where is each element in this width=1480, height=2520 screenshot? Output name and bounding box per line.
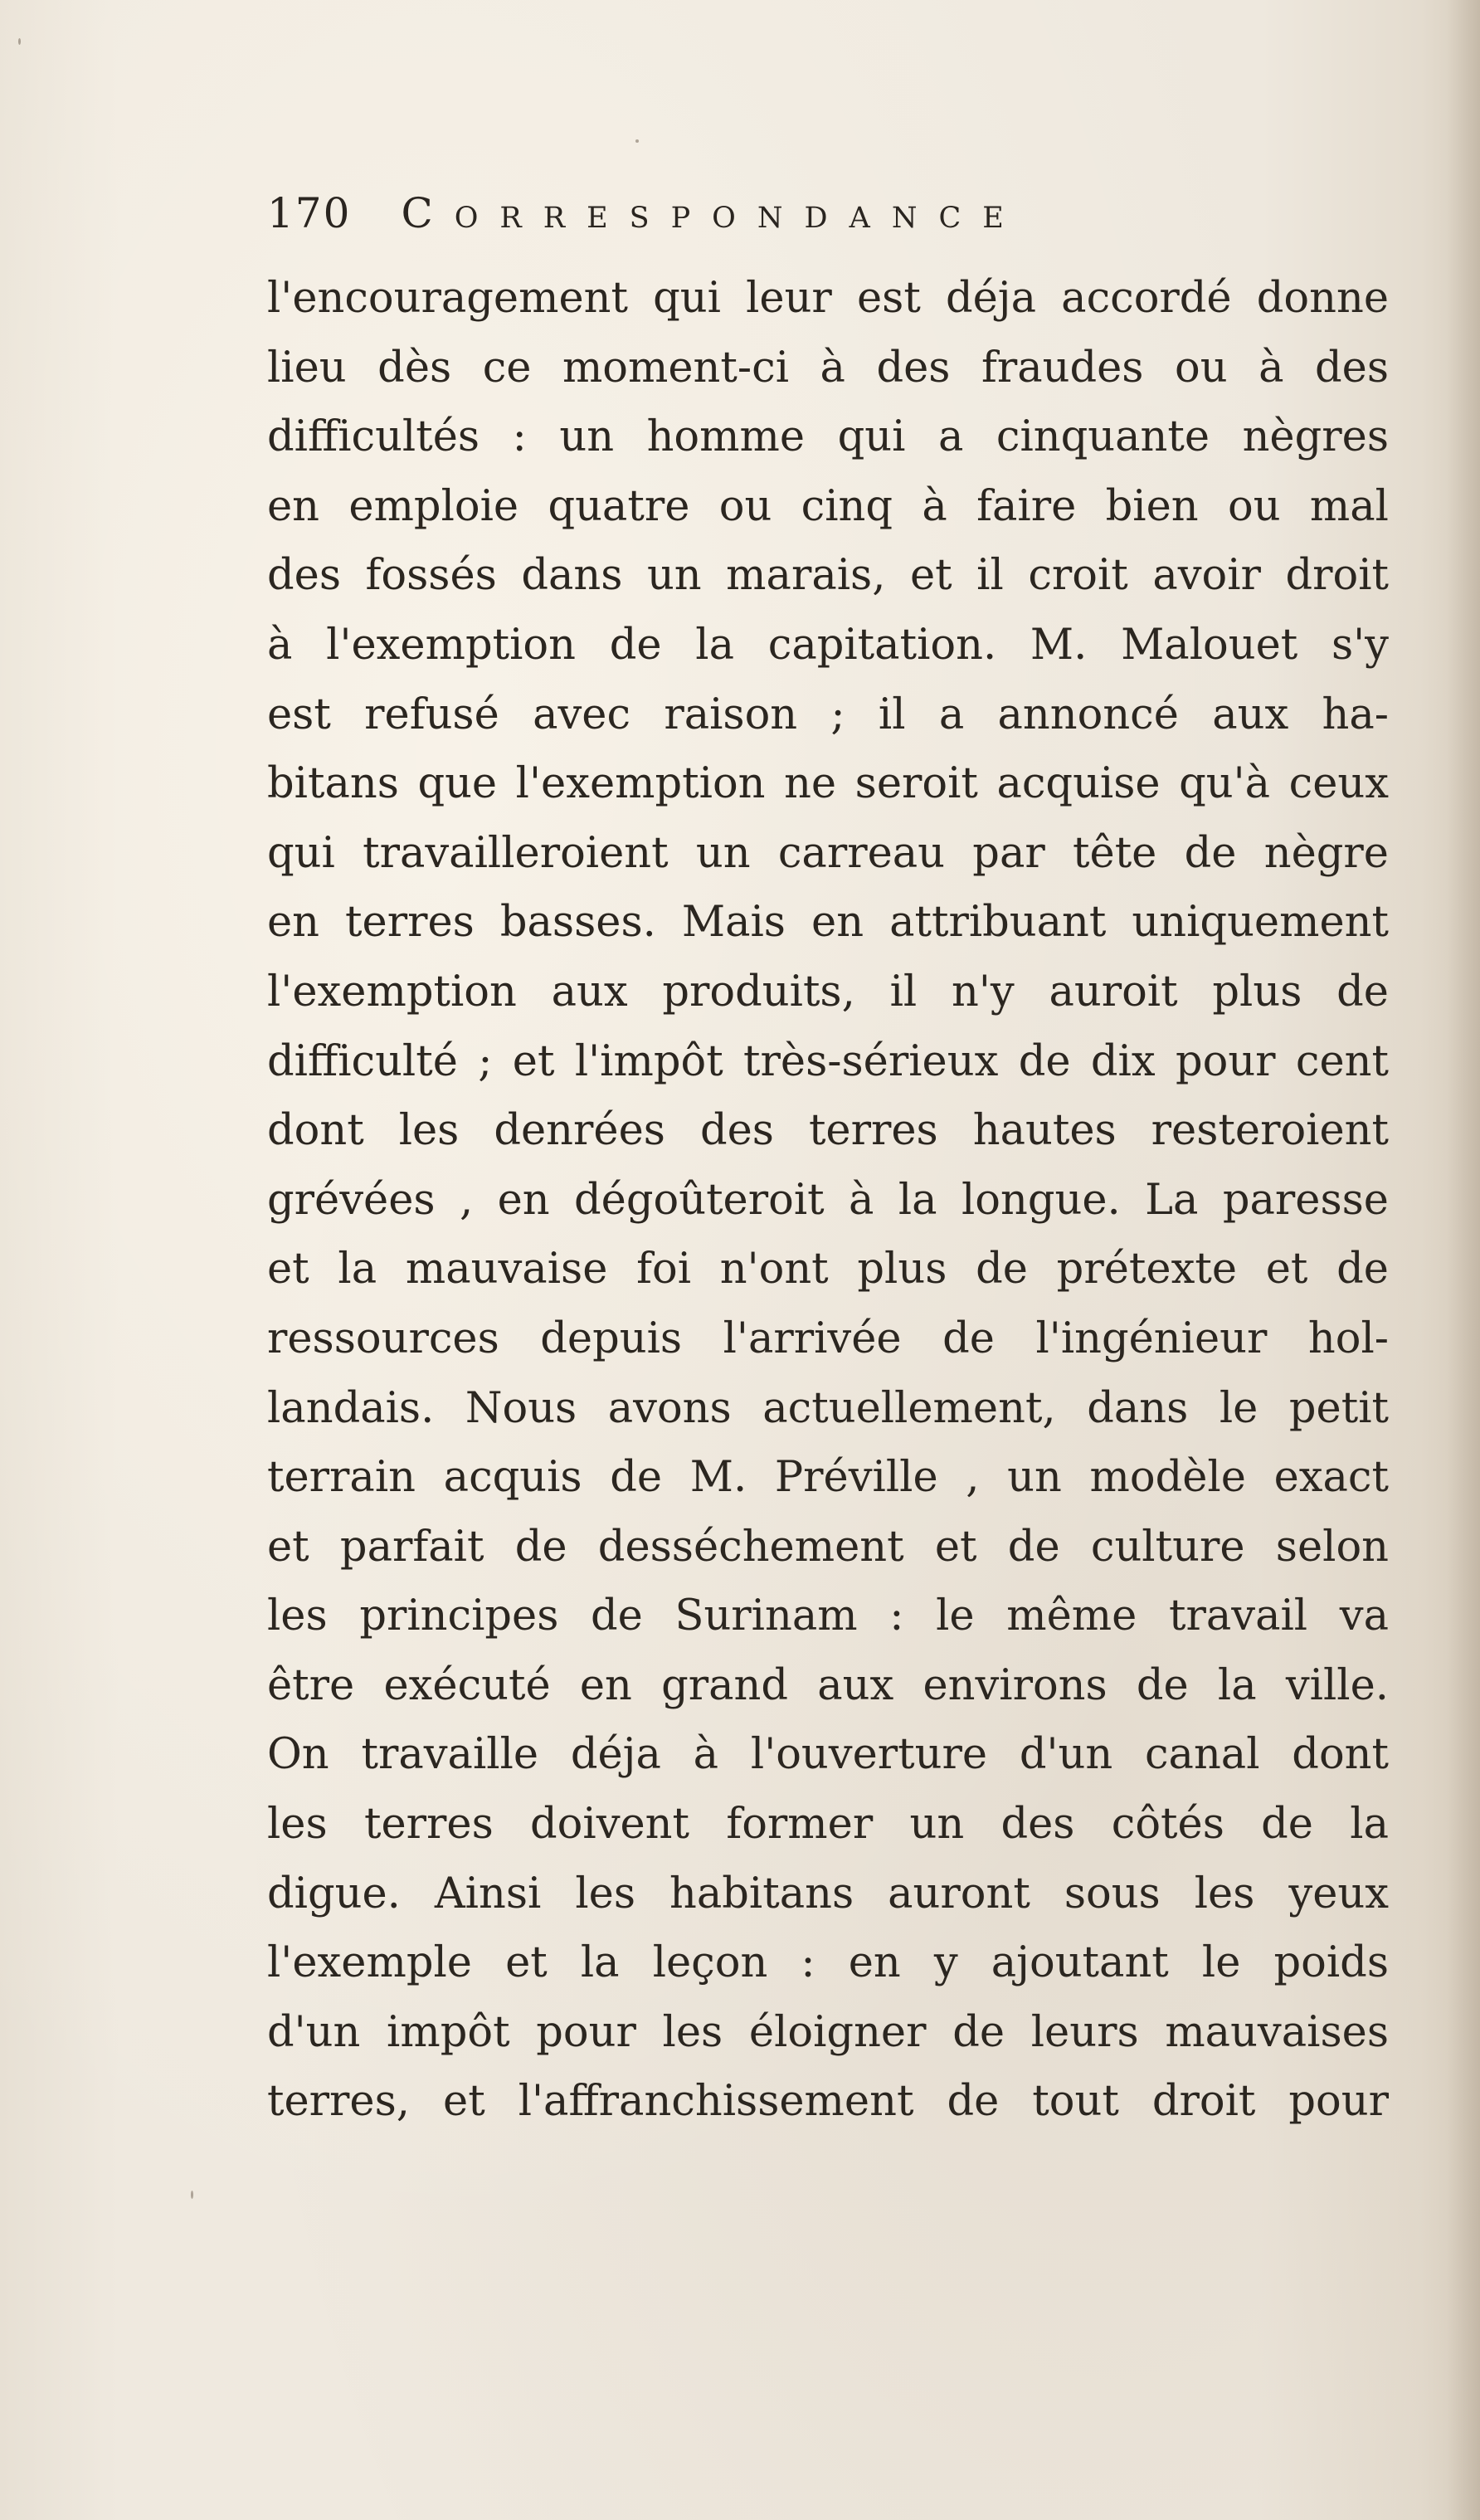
text-line: grévées , en dégoûteroit à la longue. La paresse bbox=[267, 1175, 1389, 1225]
text-line: à l'exemption de la capitation. M. Malouet s'y bbox=[267, 620, 1389, 670]
text-line: les terres doivent former un des côtés de la bbox=[267, 1800, 1389, 1850]
page-number: 170 bbox=[267, 189, 352, 237]
running-title: Correspondance bbox=[401, 189, 1025, 237]
text-line: difficultés : un homme qui a cinquante nègres bbox=[267, 412, 1389, 462]
text-line: en emploie quatre ou cinq à faire bien ou mal bbox=[267, 481, 1389, 531]
page-header bbox=[267, 189, 1263, 256]
text-line: être exécuté en grand aux environs de la ville. bbox=[267, 1660, 1389, 1710]
text-line: difficulté ; et l'impôt très-sérieux de dix pour cent bbox=[267, 1036, 1389, 1086]
text-line: d'un impôt pour les éloigner de leurs mauvaises bbox=[267, 2007, 1389, 2057]
text-line: l'exemple et la leçon : en y ajoutant le poids bbox=[267, 1938, 1389, 1988]
text-line: bitans que l'exemption ne seroit acquise qu'à ceux bbox=[267, 759, 1389, 809]
text-line: en terres basses. Mais en attribuant uniquement bbox=[267, 898, 1389, 948]
text-line: On travaille déja à l'ouverture d'un canal dont bbox=[267, 1730, 1389, 1780]
text-line: les principes de Surinam : le même travail va bbox=[267, 1591, 1389, 1641]
text-line: digue. Ainsi les habitans auront sous les yeux bbox=[267, 1869, 1389, 1918]
text-line: l'encouragement qui leur est déja accordé donne bbox=[267, 274, 1389, 323]
page-edge-shadow bbox=[1447, 0, 1480, 2520]
text-line: landais. Nous avons actuellement, dans le petit bbox=[267, 1383, 1389, 1433]
text-line: terres, et l'affranchissement de tout droit pour bbox=[267, 2077, 1389, 2127]
text-line: qui travailleroient un carreau par tête de nègre bbox=[267, 828, 1389, 878]
body-text bbox=[267, 264, 1389, 2137]
text-line: des fossés dans un marais, et il croit avoir droit bbox=[267, 551, 1389, 601]
text-line: ressources depuis l'arrivée de l'ingénieur hol- bbox=[267, 1314, 1389, 1363]
text-line: est refusé avec raison ; il a annoncé aux ha- bbox=[267, 690, 1389, 739]
text-line: et la mauvaise foi n'ont plus de prétexte et de bbox=[267, 1245, 1389, 1294]
text-line: l'exemption aux produits, il n'y auroit plus de bbox=[267, 967, 1389, 1016]
text-line: et parfait de desséchement et de culture selon bbox=[267, 1522, 1389, 1572]
paper-speck bbox=[191, 2191, 193, 2199]
text-line: terrain acquis de M. Préville , un modèle exact bbox=[267, 1453, 1389, 1503]
paper-speck bbox=[635, 139, 639, 143]
paper-speck bbox=[18, 38, 21, 45]
text-line: lieu dès ce moment-ci à des fraudes ou à des bbox=[267, 343, 1389, 392]
text-line: dont les denrées des terres hautes resteroient bbox=[267, 1106, 1389, 1156]
